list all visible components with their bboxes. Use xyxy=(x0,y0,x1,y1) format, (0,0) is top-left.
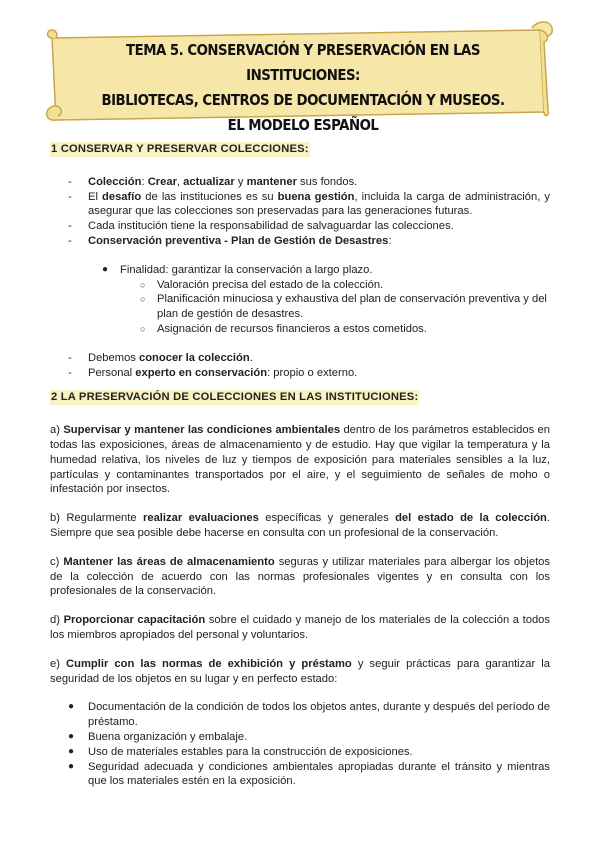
list-item: ○ Planificación minuciosa y exhaustiva del plan de conservación preventiva y del plan de gestión de desastres. xyxy=(140,293,547,321)
list-item: - Debemos conocer la colección. xyxy=(68,351,253,364)
paragraph-b: b) Regularmente realizar evaluaciones específicas y generales del estado de la colección. Siempre que sea posible debe hacerse en consulta con un profesional de la conservación. xyxy=(50,512,550,539)
title-line-2: BIBLIOTECAS, CENTROS DE DOCUMENTACIÓN Y MUSEOS. EL MODELO ESPAÑOL xyxy=(101,91,505,134)
list-item: ● Uso de materiales estables para la construcción de exposiciones. xyxy=(68,745,413,758)
list-item: ● Seguridad adecuada y condiciones ambientales apropiadas durante el tránsito y mientras que los materiales estén en la exposición. xyxy=(68,760,550,788)
circle-bullet-icon: ○ xyxy=(140,294,146,305)
title-line-1: TEMA 5. CONSERVACIÓN Y PRESERVACIÓN EN LAS INSTITUCIONES: xyxy=(126,41,480,84)
exhibition-list xyxy=(50,700,550,789)
circle-bullet-icon: ○ xyxy=(140,323,146,334)
list-item: ○ Asignación de recursos financieros a estos cometidos. xyxy=(140,322,427,335)
list-item: ● Documentación de la condición de todos los objetos antes, durante y después del período de préstamo. xyxy=(68,701,550,729)
bullet-icon: ● xyxy=(68,701,75,713)
list-item: - Personal experto en conservación: propio o externo. xyxy=(68,366,358,379)
list-item: ● Finalidad: garantizar la conservación a largo plazo. xyxy=(102,263,373,276)
bullet-icon: ● xyxy=(68,760,75,772)
section-1-heading: 1 CONSERVAR Y PRESERVAR COLECCIONES: xyxy=(51,143,309,155)
paragraph-c: c) Mantener las áreas de almacenamiento seguras y utilizar materiales para albergar los objetos de la colección de acuerdo con las normas profesionales vigentes y en consulta con los profesionales de la conservación. xyxy=(50,555,550,598)
section-1-list-end xyxy=(50,351,550,381)
paragraph-e: e) Cumplir con las normas de exhibición y préstamo y seguir prácticas para garantizar la seguridad de los objetos en su lugar y en perfecto estado: xyxy=(50,657,551,685)
list-item: ● Buena organización y embalaje. xyxy=(68,730,248,743)
list-item: - Conservación preventiva - Plan de Gestión de Desastres: xyxy=(68,234,392,247)
list-item: ○ Valoración precisa del estado de la colección. xyxy=(140,278,384,291)
document-body xyxy=(50,142,550,789)
paragraph-a: a) Supervisar y mantener las condiciones ambientales dentro de los parámetros establecidos en todas las exposiciones, áreas de almacenamiento y de estudio. Hay que vigilar la temperatura y la humedad relativa, los niveles de luz y tiempos de exposición para materiales sensibles a la luz, partículas y contaminantes transportados por el aire, y el seguimiento de señales de moho o infestación por insectos. xyxy=(50,424,550,496)
finalidad-list xyxy=(50,263,550,278)
paragraph-d: d) Proporcionar capacitación sobre el cuidado y manejo de los materiales de la colección a todos los miembros apropiados del personal y voluntarios. xyxy=(50,614,550,641)
list-item: - Cada institución tiene la responsabilidad de salvaguardar las colecciones. xyxy=(68,220,454,233)
section-1-list xyxy=(50,175,550,249)
bullet-icon: ● xyxy=(68,730,75,742)
page-title xyxy=(101,38,505,138)
bullet-icon: ● xyxy=(102,263,109,275)
list-item: - Colección: Crear, actualizar y mantener sus fondos. xyxy=(68,175,358,188)
circle-bullet-icon: ○ xyxy=(140,279,146,290)
bullet-icon: ● xyxy=(68,745,75,757)
section-2-heading: 2 LA PRESERVACIÓN DE COLECCIONES EN LAS INSTITUCIONES: xyxy=(51,391,419,404)
finalidad-sublist xyxy=(50,278,550,337)
title-banner xyxy=(44,20,556,134)
list-item: - El desafío de las instituciones es su buena gestión, incluida la carga de administración, y asegurar que las colecciones son preservadas para las generaciones futuras. xyxy=(68,190,550,218)
